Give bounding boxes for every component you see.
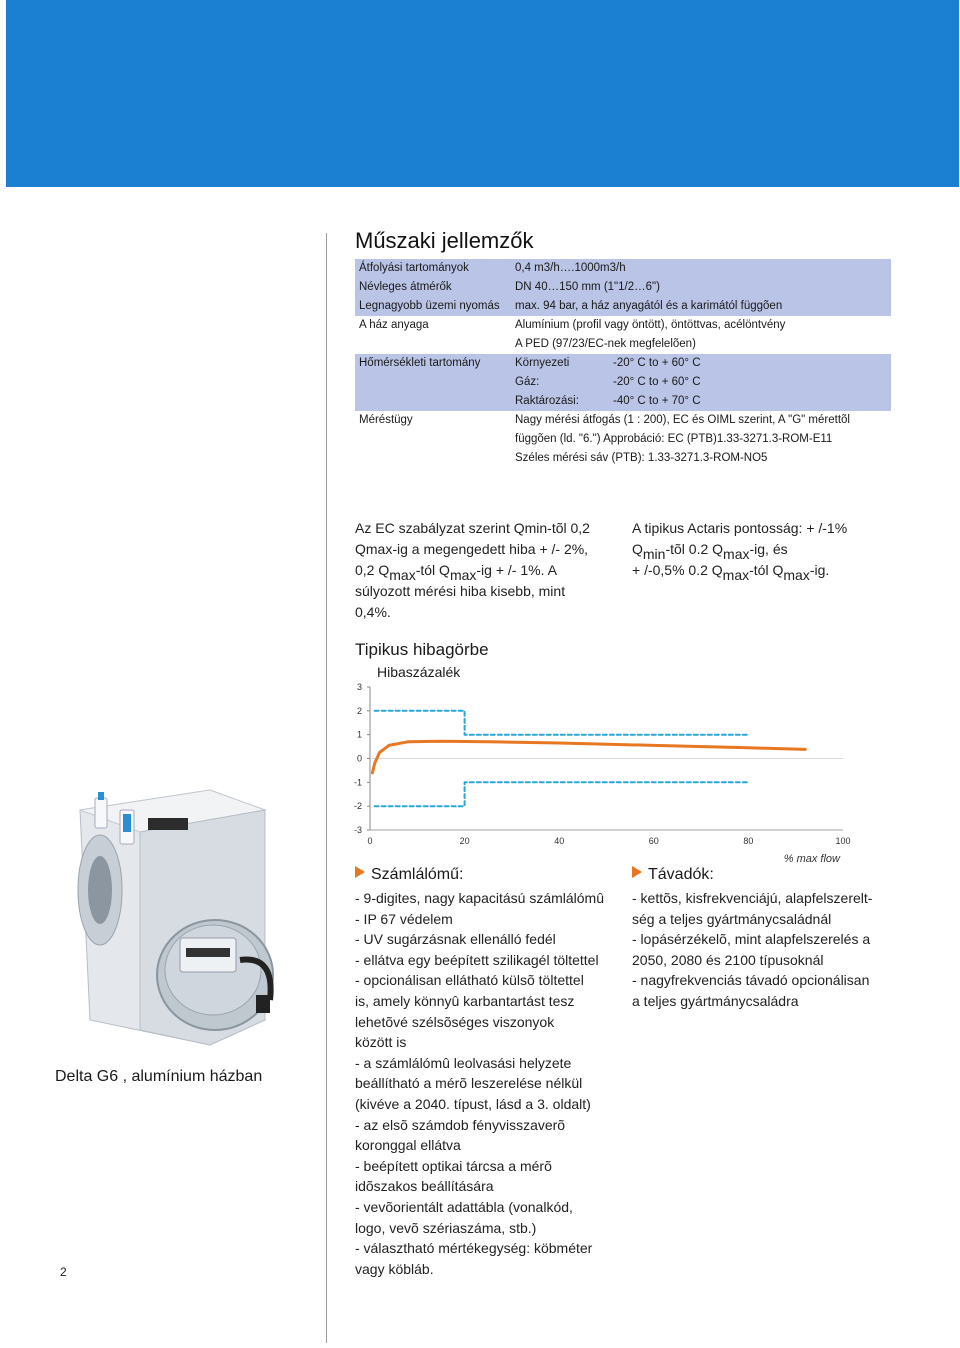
chart-y-tick-label: 3 — [356, 682, 362, 692]
list-item: - nagyfrekvenciás távadó opcionálisan — [632, 972, 870, 989]
para-right-line: + /-0,5% 0.2 $Q_{max}$-tól $Q_{max}-ig$. — [632, 562, 830, 583]
spec-value: max. 94 bar, a ház anyagától és a karimától függõen — [515, 300, 783, 312]
list-item: - az elsõ számdob fényvisszaverõ — [355, 1116, 566, 1133]
spec-subvalue: -20° C to + 60° C — [613, 357, 701, 369]
spec-label: Legnagyobb üzemi nyomás — [359, 300, 500, 312]
para-left-line: 0,4%. — [355, 604, 391, 620]
spec-value: Alumínium (profil vagy öntött), öntöttvas, acélöntvény — [515, 319, 786, 331]
list-item: - 9-digites, nagy kapacitású számlálómû — [355, 890, 605, 906]
counter-heading: Számlálómű: — [355, 866, 463, 884]
list-item: - IP 67 védelem — [355, 910, 453, 927]
list-item: - vevõorientált adattábla (vonalkód, — [355, 1198, 573, 1215]
list-item: - választható mértékegység: köbméter — [355, 1240, 593, 1257]
para-left-line: Qmax-ig a megengedett hiba + /- 2%, — [355, 541, 589, 557]
spec-row — [355, 373, 891, 392]
list-item: vagy köbláb. — [355, 1260, 434, 1277]
triangle-bullet-icon — [632, 866, 642, 878]
chart-x-tick-label: 0 — [367, 836, 373, 846]
header-banner — [6, 0, 959, 187]
list-item: is, amely könnyû karbantartást tesz — [355, 992, 575, 1009]
list-item: ség a teljes gyártmánycsaládnál — [632, 910, 832, 927]
spec-row — [355, 316, 891, 335]
chart-title: Tipikus hibagörbe — [355, 640, 489, 659]
spec-sublabel: Gáz: — [515, 376, 540, 388]
spec-value: DN 40…150 mm (1"1/2…6") — [515, 281, 660, 293]
para-right-line: A tipikus Actaris pontosság: + /-1% — [632, 520, 848, 536]
spec-row — [355, 259, 891, 278]
spec-label: Névleges átmérők — [359, 281, 452, 293]
list-item: beállítható a mérõ leszerelése nélkül — [355, 1075, 583, 1092]
list-item: idõszakos beállítására — [355, 1178, 494, 1195]
chart-y-axis-label: Hibaszázalék — [377, 664, 461, 680]
spec-sublabel: Raktározási: — [515, 395, 579, 407]
spec-label: Méréstügy — [359, 414, 413, 426]
page-title: Műszaki jellemzők — [355, 228, 534, 253]
error-curve-line — [372, 741, 805, 773]
transmitters-list — [632, 888, 872, 1012]
chart-x-axis-label: % max flow — [783, 853, 840, 865]
list-item: (kivéve a 2040. típust, lásd a 3. oldalt) — [355, 1095, 591, 1112]
list-item: - a számlálómû leolvasási helyzete — [355, 1054, 572, 1071]
list-item: koronggal ellátva — [355, 1137, 461, 1154]
chart-y-tick-label: 2 — [356, 705, 362, 716]
list-item: - UV sugárzásnak ellenálló fedél — [355, 931, 556, 948]
error-curve-chart — [340, 675, 870, 865]
transmitters-heading: Távadók: — [632, 866, 714, 884]
chart-y-tick-label: 1 — [356, 729, 362, 740]
spec-value: Széles mérési sáv (PTB): 1.33-3271.3-ROM-NO5 — [515, 452, 768, 464]
chart-y-tick-label: -1 — [353, 777, 362, 788]
chart-x-tick-label: 60 — [648, 836, 659, 846]
spec-subvalue: -20° C to + 60° C — [613, 376, 701, 388]
para-right-line: $Q_{min}$-tõl 0.2 $Q_{max}-ig$, és — [632, 541, 788, 562]
spec-row — [355, 411, 891, 430]
list-item: - beépített optikai tárcsa a mérõ — [355, 1157, 552, 1174]
spec-row — [355, 449, 891, 468]
list-item: a teljes gyártmánycsaládra — [632, 992, 799, 1009]
spec-row — [355, 392, 891, 411]
chart-y-tick-label: -2 — [353, 801, 362, 812]
triangle-bullet-icon — [355, 866, 365, 878]
gas-meter-photo — [60, 770, 290, 1060]
spec-table — [355, 259, 891, 468]
spec-row — [355, 278, 891, 297]
spec-row — [355, 335, 891, 354]
spec-label: A ház anyaga — [359, 319, 429, 331]
para-left-line: súlyozott mérési hiba kisebb, mint — [355, 583, 566, 599]
spec-label: Hőmérsékleti tartomány — [359, 357, 481, 369]
para-actaris-accuracy — [632, 518, 892, 581]
spec-label: Átfolyási tartományok — [359, 262, 469, 274]
counter-features-list — [355, 888, 604, 1279]
spec-row — [355, 430, 891, 449]
chart-x-tick-label: 80 — [743, 836, 754, 846]
list-item: 2050, 2080 és 2100 típusoknál — [632, 951, 824, 968]
list-item: - ellátva egy beépített szilikagél töltettel — [355, 951, 599, 968]
spec-value: 0,4 m3/h….1000m3/h — [515, 262, 626, 274]
list-item: logo, vevõ szériaszáma, stb.) — [355, 1219, 537, 1236]
list-item: között is — [355, 1034, 407, 1051]
para-ec-regulation — [355, 518, 625, 623]
chart-x-tick-label: 40 — [554, 836, 565, 846]
spec-value: függõen (ld. "6.") Approbáció: EC (PTB)1.33-3271.3-ROM-E11 — [515, 433, 833, 445]
para-left-line: 0,2 $Q_{max}$-tól $Q_{max}-ig$ + /- 1%. A — [355, 562, 557, 583]
upper-limit-line — [375, 711, 749, 735]
list-item: - opcionálisan ellátható külsõ töltettel — [355, 972, 584, 989]
list-item: - lopásérzékelõ, mint alapfelszerelés a — [632, 931, 871, 948]
spec-value: Nagy mérési átfogás (1 : 200), EC és OIML szerint, A "G" mérettõl — [515, 414, 850, 426]
chart-x-tick-label: 100 — [835, 836, 851, 846]
spec-row — [355, 354, 891, 373]
spec-row — [355, 297, 891, 316]
chart-y-tick-label: 0 — [356, 753, 362, 764]
lower-limit-line — [375, 782, 749, 806]
list-item: - kettõs, kisfrekvenciájú, alapfelszerelt- — [632, 890, 873, 906]
para-left-line: Az EC szabályzat szerint Qmin-tõl 0,2 — [355, 520, 590, 536]
chart-y-tick-label: -3 — [353, 825, 362, 835]
chart-x-tick-label: 20 — [459, 836, 470, 846]
spec-subvalue: -40° C to + 70° C — [613, 395, 701, 407]
photo-caption: Delta G6 , alumínium házban — [55, 1068, 263, 1085]
spec-sublabel: Környezeti — [515, 357, 570, 369]
spec-value: A PED (97/23/EC-nek megfelelõen) — [515, 338, 696, 350]
list-item: lehetõvé szélsõséges viszonyok — [355, 1013, 555, 1030]
page-number: 2 — [60, 1265, 67, 1279]
column-divider — [326, 233, 327, 1343]
